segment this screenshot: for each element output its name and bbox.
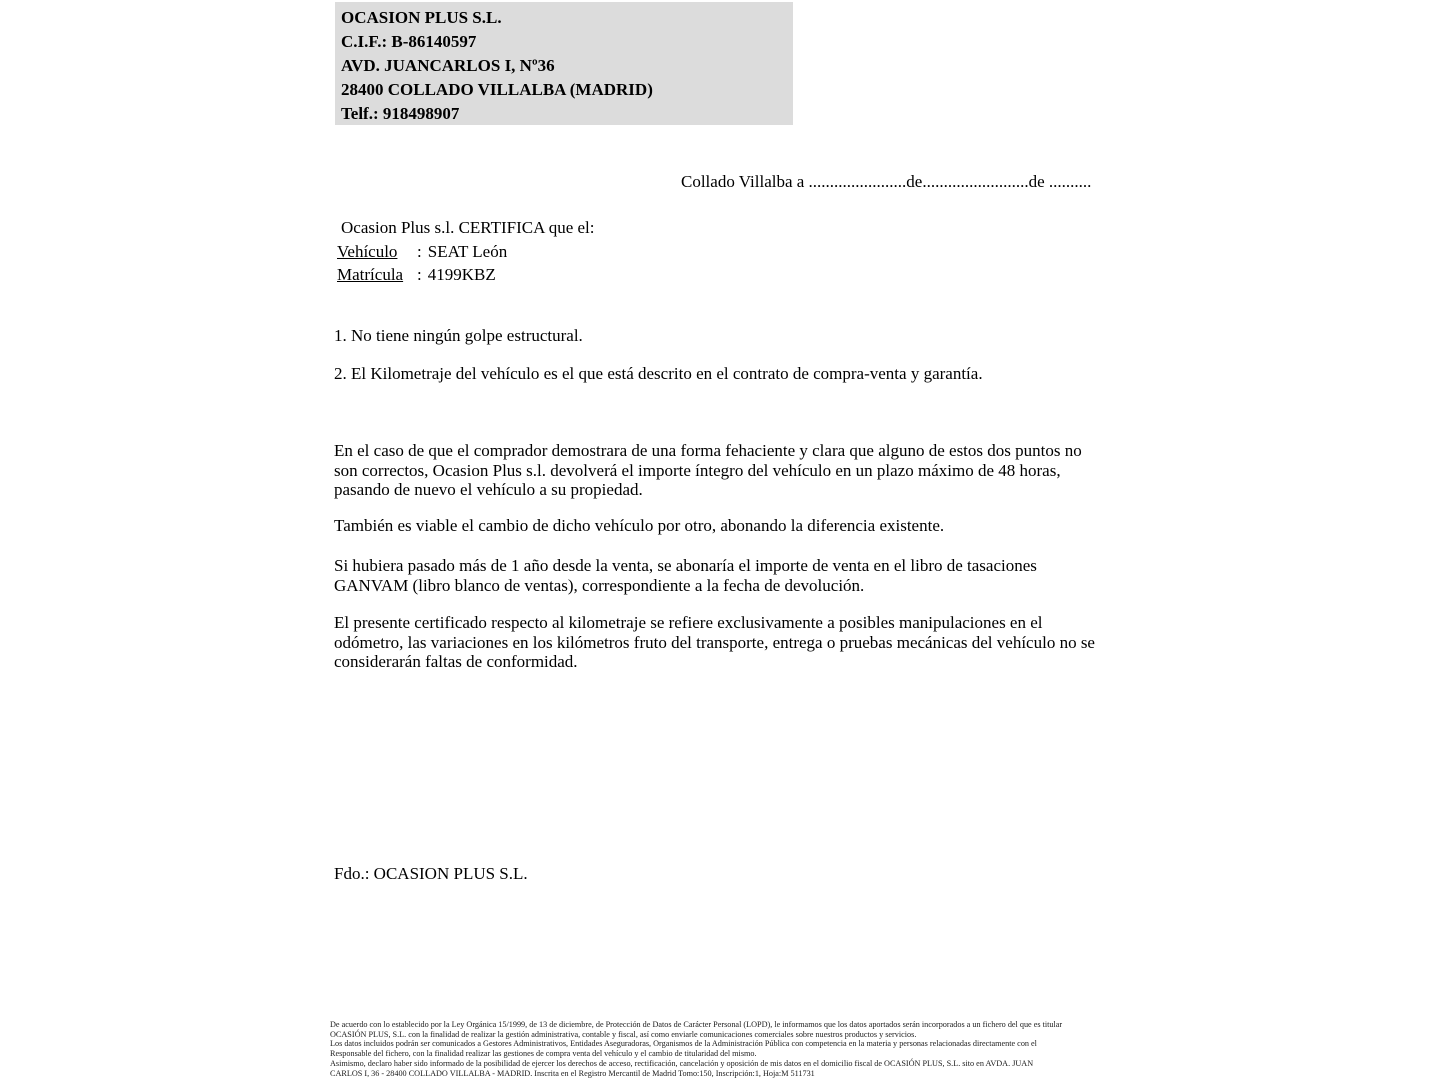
paragraph-exchange-option: También es viable el cambio de dicho vehículo por otro, abonando la diferencia existente. <box>334 516 945 535</box>
signature-line: Fdo.: OCASION PLUS S.L. <box>334 864 528 883</box>
vehicle-separator: : <box>417 241 422 261</box>
company-cif: C.I.F.: B-86140597 <box>341 32 477 51</box>
legal-line: Responsable del fichero, con la finalidad realizar las gestiones de compra venta del vehículo y el cambio de titularidad del mismo. <box>330 1049 757 1059</box>
vehicle-label: Vehículo <box>337 241 398 261</box>
company-phone: Telf.: 918498907 <box>341 104 460 123</box>
plate-field <box>337 263 595 287</box>
legal-footer <box>330 1020 1110 1078</box>
legal-line: Los datos incluidos podrán ser comunicados a Gestores Administrativos, Entidades Aseguradoras, Organismos de la Administración Pública con competencia en la materia y personas relacionadas directamente con el <box>330 1039 1037 1049</box>
legal-line: CARLOS I, 36 - 28400 COLLADO VILLALBA - MADRID. Inscrita en el Registro Mercantil de Madrid Tomo:150, Inscripción:1, Hoja:M 511731 <box>330 1068 815 1078</box>
company-address: AVD. JUANCARLOS I, Nº36 <box>341 56 555 75</box>
plate-separator: : <box>417 265 422 284</box>
vehicle-value: SEAT León <box>427 241 508 261</box>
company-city: 28400 COLLADO VILLALBA (MADRID) <box>341 80 653 99</box>
vehicle-field <box>337 240 595 264</box>
paragraph-odometer-disclaimer: El presente certificado respecto al kilometraje se refiere exclusivamente a posibles manipulaciones en el odómetro, las variaciones en los kilómetros fruto del transporte, entrega o pruebas mecánicas del vehículo no se considerarán faltas de conformidad. <box>334 613 1095 672</box>
certified-point-1: 1. No tiene ningún golpe estructural. <box>334 326 583 345</box>
legal-line: De acuerdo con lo establecido por la Ley Orgánica 15/1999, de 13 de diciembre, de Protección de Datos de Carácter Personal (LOPD), le informamos que los datos aportados serán incorporados a un fichero del que es titular <box>330 1020 1063 1029</box>
certificate-intro: Ocasion Plus s.l. CERTIFICA que el: <box>341 218 595 237</box>
legal-line: OCASIÓN PLUS, S.L. con la finalidad de realizar la gestión administrativa, contable y fiscal, así como enviarle comunicaciones comerciales sobre nuestros productos y servicios. <box>330 1029 917 1039</box>
date-line: Collado Villalba a .......................de.........................de .......... <box>681 172 1092 191</box>
certificate-block <box>337 216 595 287</box>
paragraph-ganvam-valuation: Si hubiera pasado más de 1 año desde la venta, se abonaría el importe de venta en el libro de tasaciones GANVAM (libro blanco de ventas), correspondiente a la fecha de devolución. <box>334 556 1037 595</box>
certified-point-2: 2. El Kilometraje del vehículo es el que está descrito en el contrato de compra-venta y garantía. <box>334 364 983 383</box>
plate-value: 4199KBZ <box>427 265 496 284</box>
paragraph-refund-policy: En el caso de que el comprador demostrara de una forma fehaciente y clara que alguno de estos dos puntos no son correctos, Ocasion Plus s.l. devolverá el importe íntegro del vehículo en un plazo máximo de 48 horas, pasando de nuevo el vehículo a su propiedad. <box>334 441 1082 500</box>
company-header-box <box>335 2 793 125</box>
plate-label: Matrícula <box>337 265 404 284</box>
legal-line: Asimismo, declaro haber sido informado de la posibilidad de ejercer los derechos de acceso, rectificación, cancelación y oposición de mis datos en el domicilio fiscal de OCASIÓN PLUS, S.L. sito en AVDA. JUAN <box>330 1058 1034 1068</box>
company-name: OCASION PLUS S.L. <box>341 8 502 27</box>
